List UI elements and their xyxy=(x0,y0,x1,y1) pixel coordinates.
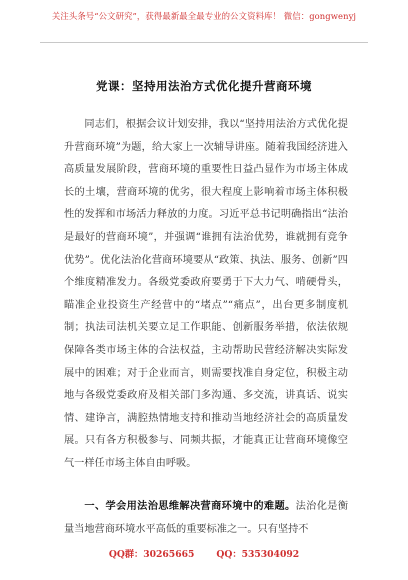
section-text: 法治化是衡量当地营商环境水平高低的重要标准之一。只有坚持不 xyxy=(64,501,349,535)
section-one-paragraph xyxy=(64,495,348,541)
qq-group-number: QQ群：30265665 xyxy=(108,549,195,560)
section-heading: 一、学会用法治思维解决营商环境中的难题。 xyxy=(84,500,296,512)
qq-number: QQ：535304092 xyxy=(216,549,300,560)
footer-contact xyxy=(0,546,408,560)
intro-paragraph: 同志们，根据会议计划安排，我以“坚持用法治方式优化提升营商环境”为题，给大家上一次辅导讲座。随着我国经济进入高质量发展阶段，营商环境的重要性日益凸显作为市场主体成长的土壤，营商环境的优劣，很大程度上影响着市场主体积极性的发挥和市场活力释放的力度。习近平总书记明确指出“法治是最好的营商环境”，并强调“谁拥有法治优势，谁就拥有竞争优势”。优化法治化营商环境要从“政策、执法、服务、创新”四个维度精准发力。各级党委政府要勇于下大力气、啃硬骨头，瞄准企业投资生产经营中的“堵点”“痛点”，出台更多制度机制；执法司法机关要立足工作职能、创新服务举措，依法依规保障各类市场主体的合法权益，主动帮助民营经济解决实际发展中的困难；对于企业而言，则需要找准自身定位，积极主动地与各级党委政府及相关部门多沟通、多交流，讲真话、说实情、建诤言，满腔热情地支持和推动当地经济社会的高质量发展。只有各方积极参与、同频共振，才能真正让营商环境像空气一样任市场主体自由呼吸。 xyxy=(64,119,348,469)
document-title: 党课：坚持用法治方式优化提升营商环境 xyxy=(96,79,312,93)
header-divider xyxy=(40,42,368,43)
header-banner: 关注头条号“公文研究”，获得最新最全最专业的公文资料库！ 微信：gongwenyj xyxy=(51,11,357,21)
